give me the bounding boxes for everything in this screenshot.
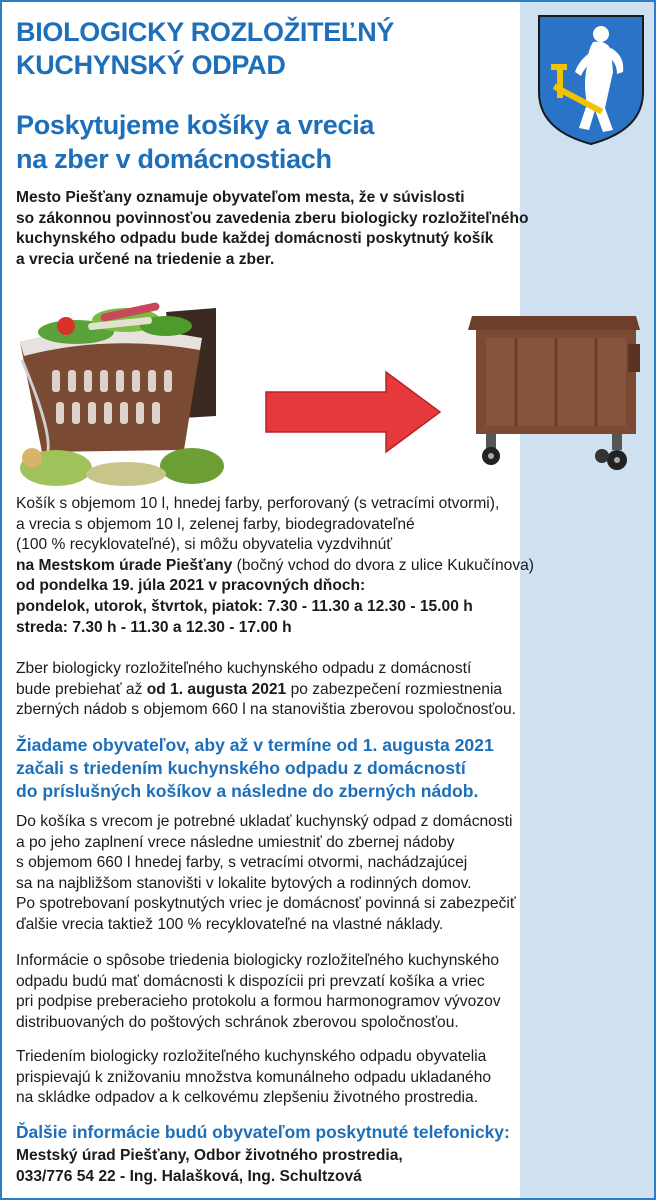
usage-line: sa na najbližšom stanovišti v lokalite bytových a rodinných domov.: [16, 874, 472, 892]
intro-line: so zákonnou povinnosťou zavedenia zberu biologicky rozložiteľného: [16, 209, 529, 227]
pickup-line: [16, 556, 636, 577]
main-title: [16, 16, 516, 82]
town-crest-icon: [535, 12, 647, 147]
office-hours-text: pondelok, utorok, štvrtok, piatok: 7.30 - 11.30 a 12.30 - 15.00 h: [16, 597, 473, 615]
sorting-line: pri podpise preberacieho protokolu a formou harmonogramov vývozov: [16, 993, 501, 1011]
brown-waste-container: [468, 316, 640, 470]
callout-line: začali s triedením kuchynského odpadu z domácností: [16, 758, 466, 778]
sorting-line: Informácie o spôsobe triedenia biologicky rozložiteľného kuchynského: [16, 952, 500, 969]
benefit-line: Triedením biologicky rozložiteľného kuchynského odpadu obyvatelia: [16, 1048, 487, 1065]
title-line-2: KUCHYNSKÝ ODPAD: [16, 50, 286, 80]
callout-line: Žiadame obyvateľov, aby až v termíne od 1. augusta 2021: [16, 735, 494, 755]
intro-paragraph: [16, 188, 529, 270]
office-name: na Mestskom úrade Piešťany: [16, 556, 233, 574]
pickup-line: (100 % recyklovateľné), si môžu obyvatelia vyzdvihnúť: [16, 536, 393, 554]
collection-line: Zber biologicky rozložiteľného kuchynského odpadu z domácností: [16, 660, 472, 677]
sorting-line: distribuovaných do poštových schránok zberovou spoločnosťou.: [16, 1013, 459, 1031]
usage-line: s objemom 660 l hnedej farby, s vetracími otvormi, nachádzajúcej: [16, 854, 468, 872]
sorting-line: odpadu budú mať domácnosti k dispozícii pri prevzatí košíka a vriec: [16, 972, 485, 990]
more-info-heading: Ďalšie informácie budú obyvateľom poskytnuté telefonicky:: [16, 1122, 510, 1142]
right-arrow-icon: [266, 372, 440, 452]
subtitle-line-2: na zber v domácnostiach: [16, 144, 332, 174]
collection-start-info: [16, 659, 636, 721]
title-line-1: BIOLOGICKY ROZLOŽITEĽNÝ: [16, 17, 395, 47]
collection-text: bude prebiehať až: [16, 680, 147, 698]
usage-line: Do košíka s vrecom je potrebné ukladať kuchynský odpad z domácnosti: [16, 813, 513, 830]
pickup-start-text: od pondelka 19. júla 2021 v pracovných dňoch:: [16, 577, 366, 595]
sorting-info: [16, 951, 636, 1033]
office-hours: [16, 597, 636, 618]
collection-date: od 1. augusta 2021: [146, 680, 287, 698]
benefit-line: prispievajú k znižovaniu množstva komunálneho odpadu ukladaného: [16, 1068, 492, 1086]
subtitle-line-1: Poskytujeme košíky a vrecia: [16, 110, 375, 140]
office-hours-wednesday: [16, 618, 636, 639]
intro-line: a vrecia určené na triedenie a zber.: [16, 250, 275, 268]
benefit-line: na skládke odpadov a k celkovému zlepšeniu životného prostredia.: [16, 1089, 479, 1107]
contact-office: Mestský úrad Piešťany, Odbor životného prostredia,: [16, 1147, 403, 1164]
usage-instructions: [16, 812, 636, 936]
illustration-row: [16, 290, 646, 490]
office-hours-wednesday-text: streda: 7.30 h - 11.30 a 12.30 - 17.00 h: [16, 618, 292, 636]
intro-line: kuchynského odpadu bude každej domácnosti poskytnutý košík: [16, 230, 494, 247]
pickup-line: a vrecia s objemom 10 l, zelenej farby, biodegradovateľné: [16, 515, 415, 533]
intro-line: Mesto Piešťany oznamuje obyvateľom mesta, že v súvislosti: [16, 189, 465, 206]
collection-line: [16, 680, 636, 701]
request-callout: [16, 734, 636, 803]
pickup-start-date: [16, 576, 636, 597]
benefit-info: [16, 1047, 636, 1109]
usage-line: a po jeho zaplnení vrece následne umiestniť do zbernej nádoby: [16, 833, 455, 851]
subtitle: [16, 108, 516, 176]
contact-phone[interactable]: 033/776 54 22 - Ing. Halašková, Ing. Schultzová: [16, 1168, 362, 1185]
kitchen-waste-basket: [20, 302, 224, 486]
collection-text: po zabezpečení rozmiestnenia: [286, 680, 503, 698]
pickup-info: [16, 494, 636, 638]
office-entrance: (bočný vchod do dvora z ulice Kukučínova): [232, 556, 534, 574]
pickup-line: Košík s objemom 10 l, hnedej farby, perforovaný (s vetracími otvormi),: [16, 495, 500, 512]
usage-line: Po spotrebovaní poskytnutých vriec je domácnosť povinná si zabezpečiť: [16, 895, 516, 913]
callout-line: do príslušných košíkov a následne do zberných nádob.: [16, 781, 479, 801]
collection-line: zberných nádob s objemom 660 l na stanovištia zberovou spoločnosťou.: [16, 701, 516, 719]
usage-line: ďalšie vrecia taktiež 100 % recyklovateľné na vlastné náklady.: [16, 915, 444, 933]
contact-info: [16, 1145, 636, 1187]
